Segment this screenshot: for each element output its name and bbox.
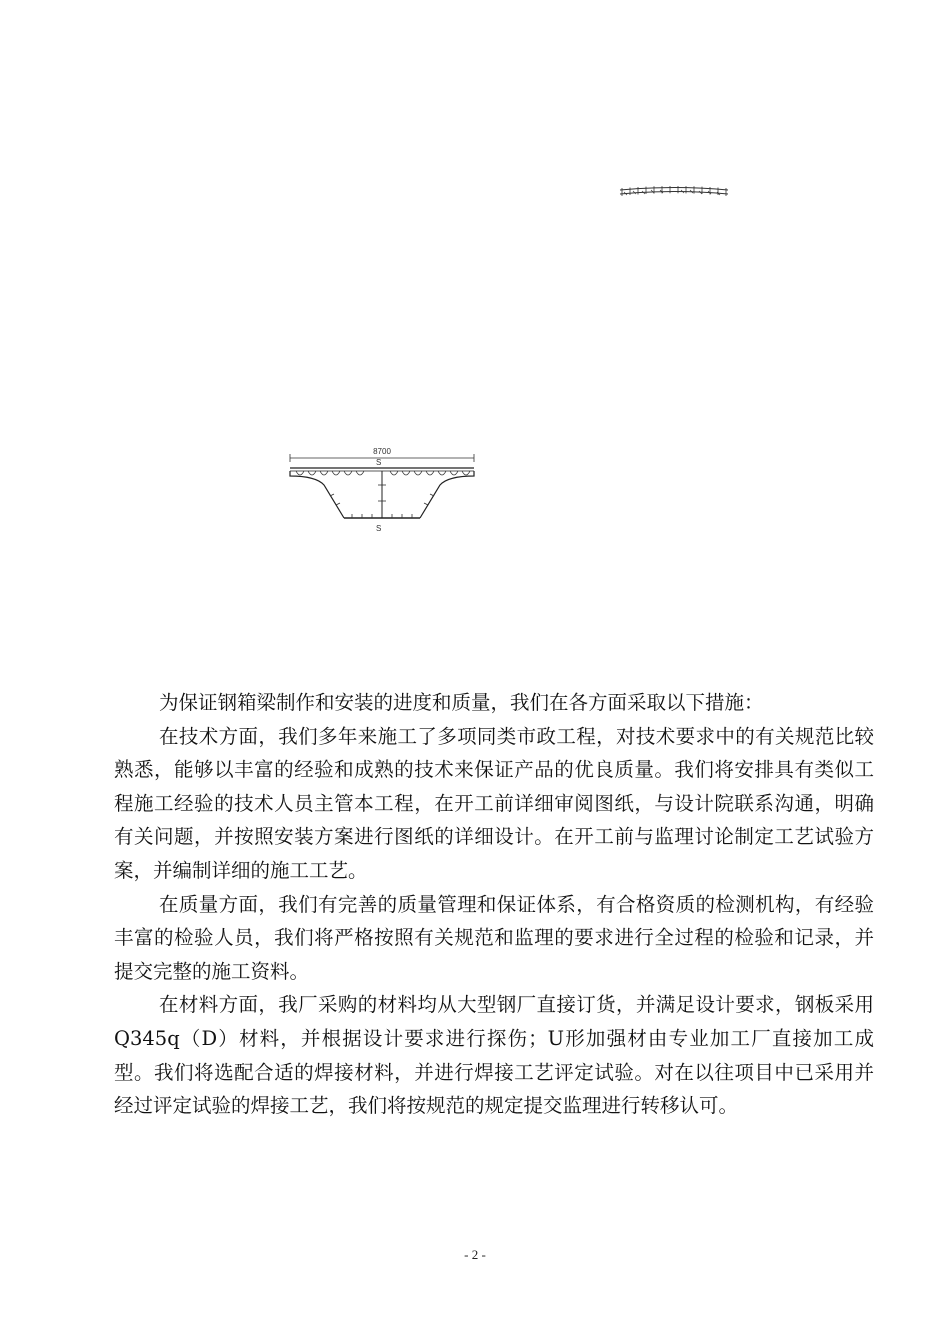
- section-mark-bottom: S: [376, 524, 382, 533]
- materials-paragraph: 在材料方面，我厂采购的材料均从大型钢厂直接订货，并满足设计要求，钢板采用Q345q（D）材料，并根据设计要求进行探伤；U形加强材由专业加工厂直接加工成型。我们将选配合适的焊接材料，并进行焊接工艺评定试验。对在以往项目中已采用并经过评定试验的焊接工艺，我们将按规范的规定提交监理进行转移认可。: [114, 993, 874, 1118]
- document-body: [114, 686, 874, 1123]
- width-dimension-label: 8700: [373, 447, 391, 456]
- intro-paragraph: 为保证钢箱梁制作和安装的进度和质量，我们在各方面采取以下措施：: [159, 691, 764, 714]
- quality-paragraph: 在质量方面，我们有完善的质量管理和保证体系，有合格资质的检测机构，有经验丰富的检验人员，我们将严格按照有关规范和监理的要求进行全过程的检验和记录，并提交完整的施工资料。: [114, 892, 874, 983]
- bridge-deck-sketch-icon: [618, 184, 730, 204]
- box-girder-cross-section-icon: [286, 443, 478, 535]
- section-mark-top: S: [376, 458, 382, 467]
- page-number: - 2 -: [464, 1247, 486, 1262]
- technical-paragraph: 在技术方面，我们多年来施工了多项同类市政工程，对技术要求中的有关规范比较熟悉，能够以丰富的经验和成熟的技术来保证产品的优良质量。我们将安排具有类似工程施工经验的技术人员主管本工程，在开工前详细审阅图纸，与设计院联系沟通，明确有关问题，并按照安装方案进行图纸的详细设计。在开工前与监理讨论制定工艺试验方案，并编制详细的施工工艺。: [114, 724, 874, 882]
